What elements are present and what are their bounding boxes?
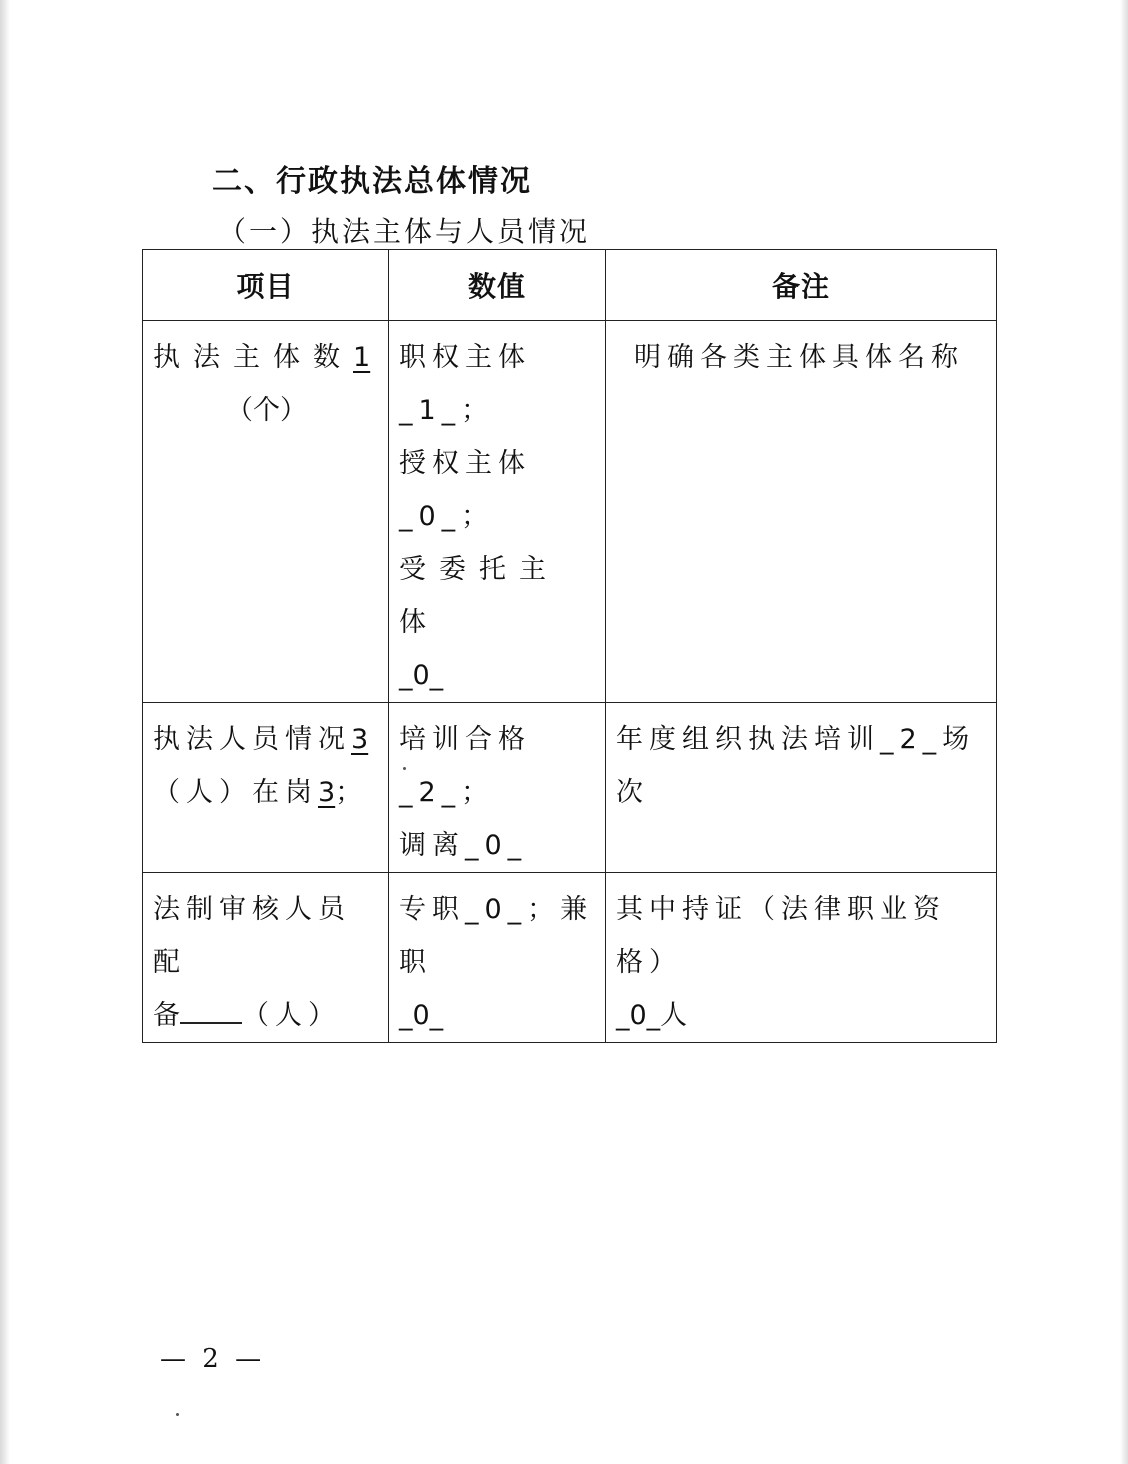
- row1-value-line: 职权主体_1_；: [399, 342, 531, 426]
- row3-item-prefix: 备: [153, 1000, 180, 1031]
- scan-left-edge: [0, 0, 10, 1464]
- row3-item-unit: （人）: [242, 1000, 341, 1031]
- row3-note-cell: [606, 873, 997, 1043]
- row3-value-line: 专职_0_；兼职: [399, 894, 594, 978]
- row1-item-unit: （个）: [226, 395, 307, 426]
- enforcement-table: [142, 249, 997, 1043]
- table-row: [143, 321, 997, 703]
- page-number: — 2 —: [160, 1344, 266, 1374]
- row2-note-cell: [606, 703, 997, 873]
- row1-value-cell: [389, 321, 606, 703]
- row2-item-count: 3: [351, 724, 369, 755]
- row1-note: 明确各类主体具体名称: [634, 342, 964, 373]
- row1-value-line: 受委托主体: [399, 554, 559, 638]
- row2-value-line: 调离_0_: [399, 830, 528, 861]
- row1-value-line: _0_: [399, 660, 444, 691]
- header-item: 项目: [143, 250, 389, 321]
- header-note: 备注: [606, 250, 997, 321]
- row2-item-onduty: （人）在岗: [153, 777, 318, 808]
- row2-item-cell: [143, 703, 389, 873]
- scan-speck: [176, 1413, 179, 1416]
- section-heading: 二、行政执法总体情况: [212, 164, 532, 199]
- row1-value-line: 授权主体_0_；: [399, 448, 531, 532]
- row2-item-count2: 3: [318, 777, 336, 808]
- subsection-heading: （一）执法主体与人员情况: [218, 215, 591, 248]
- table-header-row: [143, 250, 997, 321]
- header-value: 数值: [389, 250, 606, 321]
- row3-item-label: 法制审核人员配: [153, 894, 351, 978]
- row3-blank-line: [180, 996, 242, 1024]
- row3-note-line: 其中持证（法律职业资格）: [616, 894, 946, 978]
- row2-note: 年度组织执法培训_2_场次: [616, 724, 976, 808]
- row2-value-cell: [389, 703, 606, 873]
- row1-item-count: 1: [353, 342, 371, 373]
- row2-value-line: 培训合格_2_；: [399, 724, 531, 808]
- row3-value-cell: [389, 873, 606, 1043]
- row3-value-line: _0_: [399, 1000, 444, 1031]
- row1-item-cell: [143, 321, 389, 703]
- row1-note-cell: [606, 321, 997, 703]
- row1-item-label: 执法主体数: [153, 342, 353, 373]
- table-row: [143, 703, 997, 873]
- table-row: [143, 873, 997, 1043]
- row3-item-cell: [143, 873, 389, 1043]
- row2-item-semicolon: ；: [335, 777, 363, 808]
- scan-speck: [403, 767, 406, 770]
- row3-note-line: _0_人: [616, 1000, 688, 1031]
- row2-item-label: 执法人员情况: [153, 724, 351, 755]
- scan-right-edge: [1120, 0, 1128, 1464]
